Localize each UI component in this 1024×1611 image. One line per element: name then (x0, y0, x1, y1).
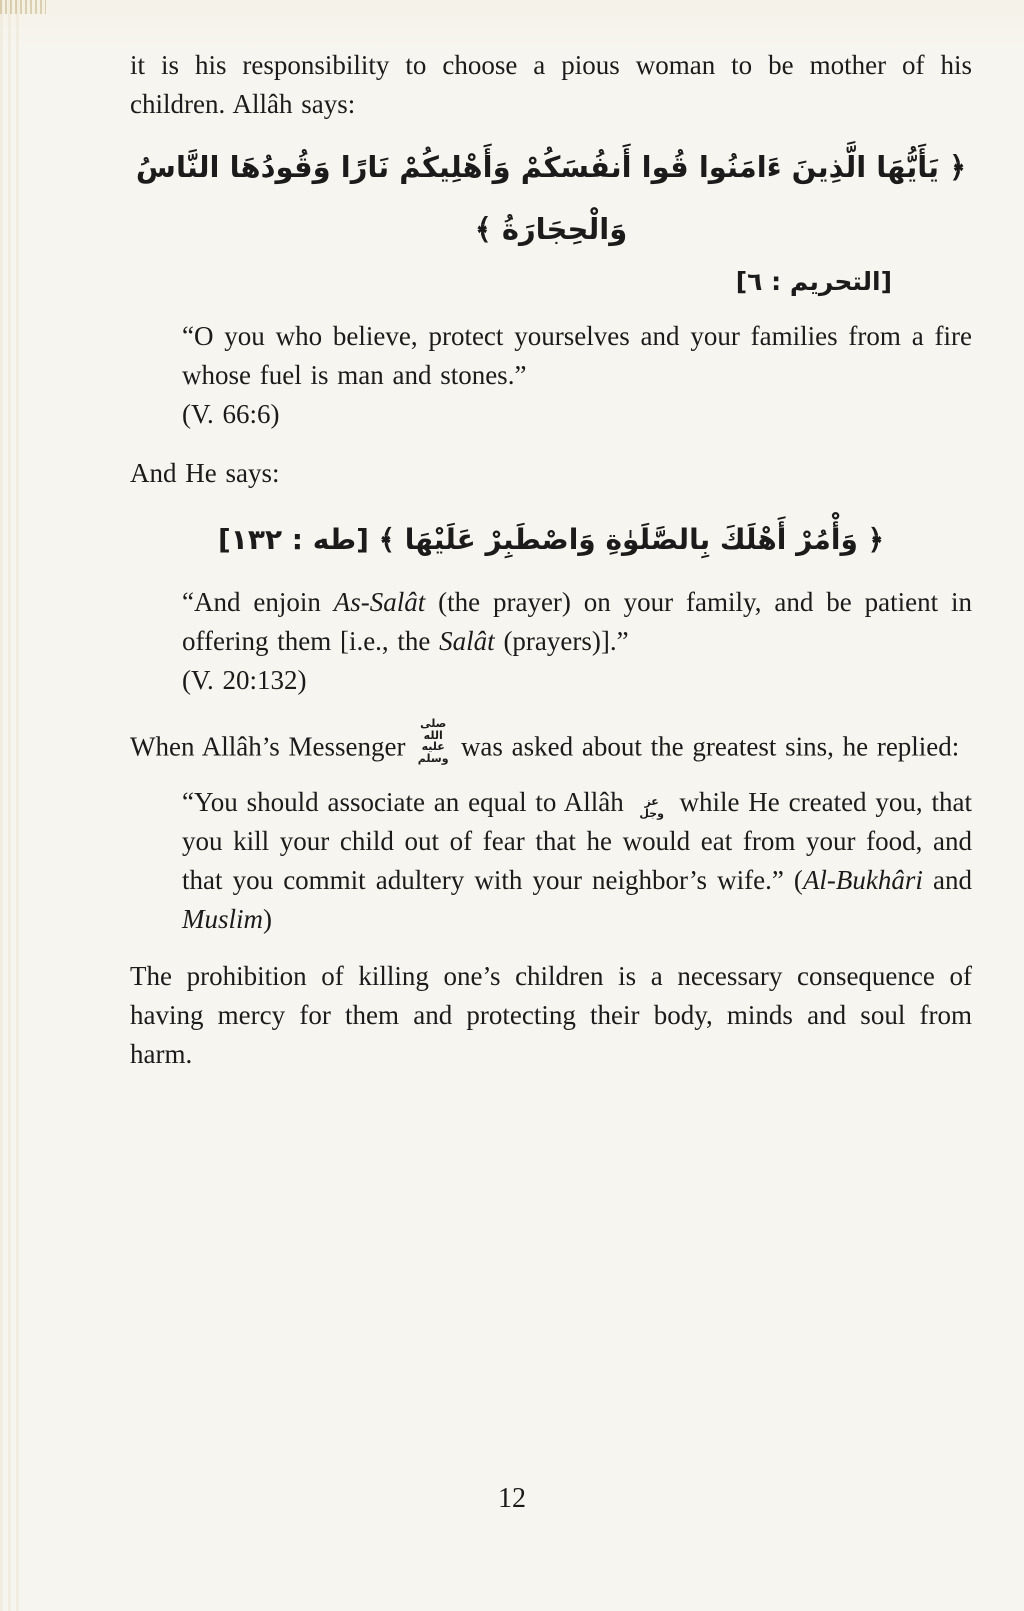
paragraph-intro (130, 46, 972, 124)
text-segment: And He says: (130, 458, 280, 488)
text-segment: (the prayer) on your family, and be patient in offering them [i.e., the (182, 587, 972, 656)
quote-hadith-greatest-sins (182, 783, 972, 939)
text-segment: “And enjoin (182, 587, 334, 617)
text-segment: while He created you, that you kill your child out of fear that he would eat from your food, and that you commit adultery with your neighbor’s wife.” ( (182, 786, 972, 895)
verse-ref-66-6: (V. 66:6) (182, 399, 280, 429)
text-segment: ) (263, 903, 272, 934)
arabic-reference-text: [التحريم : ٦] (735, 267, 892, 296)
arabic-verse-tahrim-66-6: ﴿ يَأَيُّهَا الَّذِينَ ءَامَنُوا قُوا أَنفُسَكُمْ وَأَهْلِيكُمْ نَارًا وَقُودُهَا النَّاسُ وَالْحِجَارَةُ ﴾ (135, 150, 967, 246)
paragraph-and-he-says (130, 454, 972, 493)
arabic-verse-reference-tahrim (130, 262, 972, 303)
quote-text-66-6 (182, 317, 972, 395)
quote-translation-66-6 (182, 317, 972, 434)
italic-text-segment: Muslim (182, 903, 263, 934)
paragraph-prohibition (130, 957, 972, 1074)
paragraph-greatest-sins (130, 718, 972, 767)
text-segment: “O you who believe, protect yourselves and your families from a fire whose fuel is man and stones.” (182, 321, 972, 390)
text-segment: The prohibition of killing one’s children is a necessary consequence of having mercy for them and protecting their body, minds and soul from harm. (130, 960, 972, 1069)
quote-translation-20-132 (182, 583, 972, 700)
italic-text-segment: As-Salât (333, 587, 426, 617)
text-segment: When Allâh’s Messenger (130, 731, 415, 762)
text-segment: (prayers)].” (494, 626, 629, 656)
quote-text-20-132 (182, 583, 972, 661)
page-number: 12 (498, 1483, 526, 1514)
text-segment: was asked about the greatest sins, he replied: (452, 731, 960, 762)
hadith-text (182, 783, 972, 939)
verse-ref-20-132: (V. 20:132) (182, 665, 307, 695)
italic-text-segment: Salât (439, 626, 495, 656)
honorific-calligraphy-symbol: صلى الله عليه وسلم (417, 717, 449, 765)
honorific-calligraphy-symbol: عز وجل (639, 795, 664, 820)
text-segment: it is his responsibility to choose a pious woman to be mother of his children. Allâh says: (130, 50, 972, 119)
text-segment: “You should associate an equal to Allâh (182, 786, 633, 817)
italic-text-segment: Al-Bukhâri (802, 864, 923, 895)
text-segment: and (922, 864, 973, 895)
arabic-verse-taha-20-132: ﴿ وَأْمُرْ أَهْلَكَ بِالصَّلَوٰةِ وَاصْطَبِرْ عَلَيْهَا ﴾ [طه : ١٣٢] (217, 523, 885, 556)
